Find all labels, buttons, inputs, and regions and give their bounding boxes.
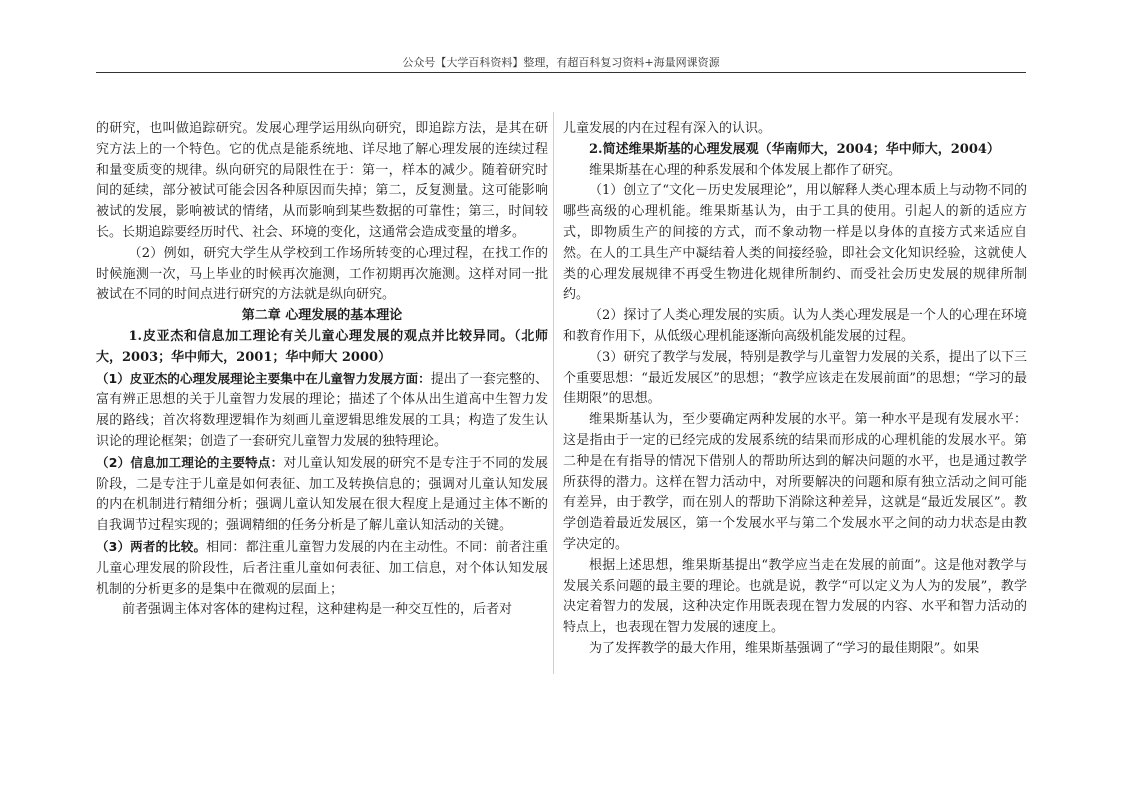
section-lead: （1）皮亚杰的心理发展理论主要集中在儿童智力发展方面： bbox=[96, 370, 431, 386]
section-paragraph bbox=[96, 453, 548, 537]
column-divider bbox=[553, 112, 554, 674]
section-lead: （3）两者的比较。 bbox=[96, 538, 207, 554]
section-body: 对儿童认知发展的研究不是专注于不同的发展阶段，二是专注于儿童是如何表征、加工及转换信息的；强调对儿童认知发展的内在机制进行精细分析；强调儿童认知发展在很大程度上是通过主体不断的自我调节过程实现的；强调精细的任务分析是了解儿童认知活动的关键。 bbox=[96, 455, 548, 534]
section-body: 提出了一套完整的、富有辨正思想的关于儿童智力发展的理论；描述了个体从出生道高中生智力发展的路线；首次将数理逻辑作为刻画儿童逻辑思维发展的工具；构造了发生认识论的理论框架；创造了一套研究儿童智力发展的独特理论。 bbox=[96, 371, 548, 449]
paragraph: 维果斯基在心理的种系发展和个体发展上都作了研究。 bbox=[589, 162, 902, 178]
paragraph: 前者强调主体对客体的建构过程，这种建构是一种交互性的，后者对 bbox=[122, 602, 513, 618]
left-column bbox=[96, 119, 548, 621]
right-column bbox=[563, 119, 1027, 660]
page-header: 公众号【大学百科资料】整理，有超百科复习资料+海量网课资源 bbox=[402, 56, 720, 69]
section-body: 相同：都注重儿童智力发展的内在主动性。不同：前者注重儿童心理发展的阶段性，后者注重儿童如何表征、加工信息，对个体认知发展机制的分析更多的是集中在微观的层面上； bbox=[96, 539, 548, 597]
question-title: 1.皮亚杰和信息加工理论有关儿童心理发展的观点并比较异同。（北师大，2003；华中师大，2001；华中师大 2000） bbox=[96, 328, 548, 365]
question-title: 2.简述维果斯基的心理发展观（华南师大，2004；华中师大，2004） bbox=[589, 141, 1000, 157]
paragraph: 为了发挥教学的最大作用，维果斯基强调了“学习的最佳期限”。如果 bbox=[589, 640, 980, 656]
paragraph: 儿童发展的内在过程有深入的认识。 bbox=[563, 121, 772, 136]
paragraph: （2）探讨了人类心理发展的实质。认为人类心理发展是一个人的心理在环境和教育作用下，从低级心理机能逐渐向高级机能发展的过程。 bbox=[563, 308, 1027, 344]
paragraph: （1）创立了“文化－历史发展理论”，用以解释人类心理本质上与动物不同的哪些高级的心理机能。维果斯基认为，由于工具的使用。引起人的新的适应方式，即物质生产的间接的方式，而不象动物一样是以身体的直接方式来适应自然。在人的工具生产中凝结着人类的间接经验，即社会文化知识经验，这就使人类的心理发展规律不再受生物进化规律所制约、而受社会历史发展的规律所制约。 bbox=[563, 183, 1027, 303]
paragraph: 根据上述思想，维果斯基提出“教学应当走在发展的前面”。这是他对教学与发展关系问题的最主要的理论。也就是说，教学“可以定义为人为的发展”，教学决定着智力的发展，这种决定作用既表现在智力发展的内容、水平和智力活动的特点上，也表现在智力发展的速度上。 bbox=[563, 557, 1027, 636]
chapter-title: 第二章 心理发展的基本理论 bbox=[241, 308, 403, 324]
header-rule bbox=[96, 72, 1026, 73]
section-paragraph bbox=[96, 537, 548, 600]
section-paragraph bbox=[96, 369, 548, 453]
paragraph: 维果斯基认为，至少要确定两种发展的水平。第一种水平是现有发展水平：这是指由于一定的已经完成的发展系统的结果而形成的心理机能的发展水平。第二种是在有指导的情况下借别人的帮助所达到的解决问题的水平，也是通过教学所获得的潜力。这样在智力活动中，对所要解决的问题和原有独立活动之间可能有差异，由于教学，而在别人的帮助下消除这种差异，这就是“最近发展区”。教学创造着最近发展区，第一个发展水平与第二个发展水平之间的动力状态是由教学决定的。 bbox=[563, 412, 1027, 552]
section-lead: （2）信息加工理论的主要特点： bbox=[96, 454, 284, 470]
paragraph: 的研究，也叫做追踪研究。发展心理学运用纵向研究，即追踪方法，是其在研究方法上的一个特色。它的优点是能系统地、详尽地了解心理发展的连续过程和量变质变的规律。纵向研究的局限性在于：第一，样本的减少。随着研究时间的延续，部分被试可能会因各种原因而失掉；第二，反复测量。这可能影响被试的发展，影响被试的情绪，从而影响到某些数据的可靠性；第三，时间较长。长期追踪要经历时代、社会、环境的变化，这通常会造成变量的增多。 bbox=[96, 121, 548, 240]
paragraph: （2）例如，研究大学生从学校到工作场所转变的心理过程，在找工作的时候施测一次，马上毕业的时候再次施测，工作初期再次施测。这样对同一批被试在不同的时间点进行研究的方法就是纵向研究。 bbox=[96, 245, 548, 303]
paragraph: （3）研究了教学与发展，特别是教学与儿童智力发展的关系，提出了以下三个重要思想：“最近发展区”的思想；“教学应该走在发展前面”的思想；“学习的最佳期限”的思想。 bbox=[563, 349, 1027, 407]
